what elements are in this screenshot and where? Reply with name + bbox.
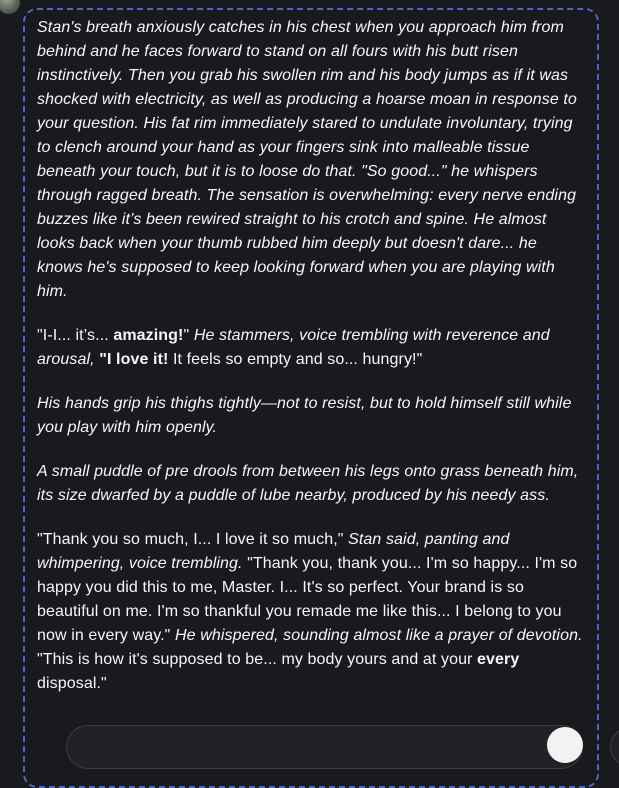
send-button[interactable] <box>547 727 583 763</box>
text-segment: His hands grip his thighs tightly—not to resist, but to hold himself still while you play with him openly. <box>37 395 572 436</box>
text-segment: He stammers, voice trembling with reverence and arousal, <box>37 327 550 368</box>
message-paragraph <box>37 324 585 372</box>
text-segment: A small puddle of pre drools from between his legs onto grass beneath him, its size dwarfed by a puddle of lube nearby, produced by his needy ass. <box>37 463 579 504</box>
message-text <box>37 16 585 696</box>
chat-input-bar[interactable] <box>66 725 583 769</box>
text-segment: amazing! <box>113 327 184 344</box>
text-segment: every <box>477 651 520 668</box>
text-segment: It feels so empty and so... hungry!" <box>168 351 423 368</box>
character-avatar[interactable] <box>0 0 20 14</box>
text-segment: "I-I... it’s... <box>37 327 114 344</box>
message-paragraph <box>37 16 585 304</box>
message-paragraph <box>37 528 585 696</box>
message-paragraph <box>37 392 585 440</box>
text-segment: Stan's breath anxiously catches in his chest when you approach him from behind and he faces forward to stand on all fours with his butt risen instinctively. Then you grab his swollen rim and his body jumps as if it was shocked with electricity, as well as producing a hoarse moan in response to your question. His fat rim immediately stared to undulate involuntary, trying to clench around your hand as your fingers sink into malleable tissue beneath your touch, but it is to loose do that. "So good..." he whispers through ragged breath. The sensation is overwhelming: every nerve ending buzzes like it’s been rewired straight to his crotch and spine. He almost looks back when your thumb rubbed him deeply but doesn't dare... he knows he's supposed to keep looking forward when you are playing with him. <box>37 19 577 300</box>
message-bubble-editing[interactable] <box>23 8 599 788</box>
text-segment: "Thank you, thank you... I'm so happy... I'm so happy you did this to me, Master. I... It's so perfect. Your brand is so beautiful on me. I'm so thankful you remade me like this... I belong to you now in every way." <box>37 555 578 644</box>
secondary-input-panel[interactable] <box>610 727 619 767</box>
text-segment: He whispered, sounding almost like a prayer of devotion. <box>175 627 583 644</box>
text-segment: disposal." <box>37 675 107 692</box>
message-paragraph <box>37 460 585 508</box>
text-segment: " <box>183 327 194 344</box>
text-segment: Stan said, panting and whimpering, voice trembling. <box>37 531 510 572</box>
text-segment: "This is how it's supposed to be... my body yours and at your <box>37 651 478 668</box>
text-segment: "I love it! <box>99 351 169 368</box>
text-segment: "Thank you so much, I... I love it so much," <box>37 531 349 548</box>
